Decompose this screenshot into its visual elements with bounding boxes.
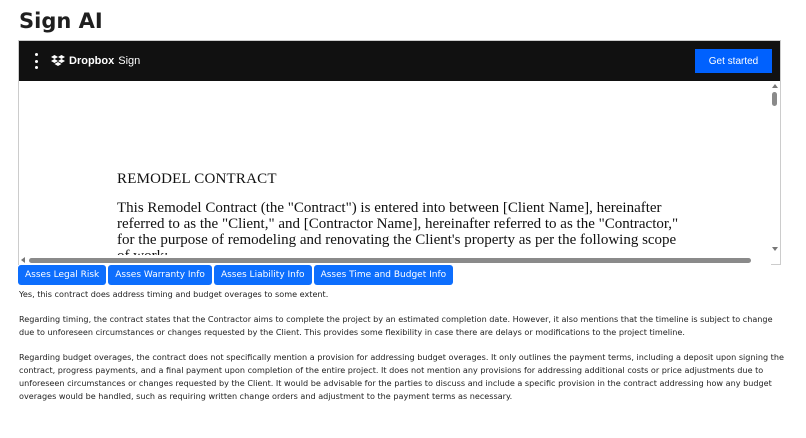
app-title: Sign AI <box>19 9 103 33</box>
get-started-button[interactable]: Get started <box>695 49 772 73</box>
kebab-menu-icon[interactable] <box>33 53 39 69</box>
brand-name-light: Sign <box>118 55 141 67</box>
vertical-scrollbar[interactable] <box>769 81 780 255</box>
scroll-down-arrow-icon[interactable] <box>772 247 778 251</box>
horizontal-scroll-thumb[interactable] <box>29 258 751 263</box>
asses-legal-risk-button[interactable]: Asses Legal Risk <box>18 265 106 285</box>
ai-answer <box>19 288 787 415</box>
dropbox-logo-icon <box>51 55 65 67</box>
analysis-actions <box>18 265 453 285</box>
asses-time-budget-info-button[interactable]: Asses Time and Budget Info <box>314 265 454 285</box>
scroll-up-arrow-icon[interactable] <box>772 84 778 88</box>
document-heading: REMODEL CONTRACT <box>117 171 277 187</box>
document-viewer-frame <box>18 40 781 265</box>
asses-warranty-info-button[interactable]: Asses Warranty Info <box>108 265 212 285</box>
answer-paragraph: Regarding timing, the contract states that the Contractor aims to complete the project by an estimated completion date. However, it also mentions that the timeline is subject to change due to unforeseen circumstances or changes requested by the Client. This provides some flexibility in case there are delays or modifications to the project timeline. <box>19 314 773 337</box>
viewer-toolbar <box>19 41 780 81</box>
asses-liability-info-button[interactable]: Asses Liability Info <box>214 265 312 285</box>
document-page <box>19 81 771 255</box>
answer-paragraph: Regarding budget overages, the contract does not specifically mention a provision for addressing budget overages. It only outlines the payment terms, including a deposit upon signing the contract, progress payments, and a final payment upon completion of the entire project. It does not mention any provisions for addressing additional costs or price adjustments due to unforeseen circumstances or changes requested by the Client. It would be advisable for the parties to discuss and include a specific provision in the contract addressing how any budget overages would be handled, such as requiring written change orders and adjustment to the payment terms as necessary. <box>19 352 784 401</box>
brand-name-bold: Dropbox <box>69 55 115 67</box>
vertical-scroll-thumb[interactable] <box>772 92 777 106</box>
answer-paragraph: Yes, this contract does address timing and budget overages to some extent. <box>19 289 329 299</box>
scroll-left-arrow-icon[interactable] <box>21 257 25 263</box>
document-body-text: This Remodel Contract (the "Contract") is entered into between [Client Name], hereinafter referred to as the "Client," and [Contractor Name], hereinafter referred to as the "Contractor," for the purpose of remodeling and renovating the Client's property as per the following scope <box>117 200 679 248</box>
dropbox-sign-logo <box>51 52 140 70</box>
